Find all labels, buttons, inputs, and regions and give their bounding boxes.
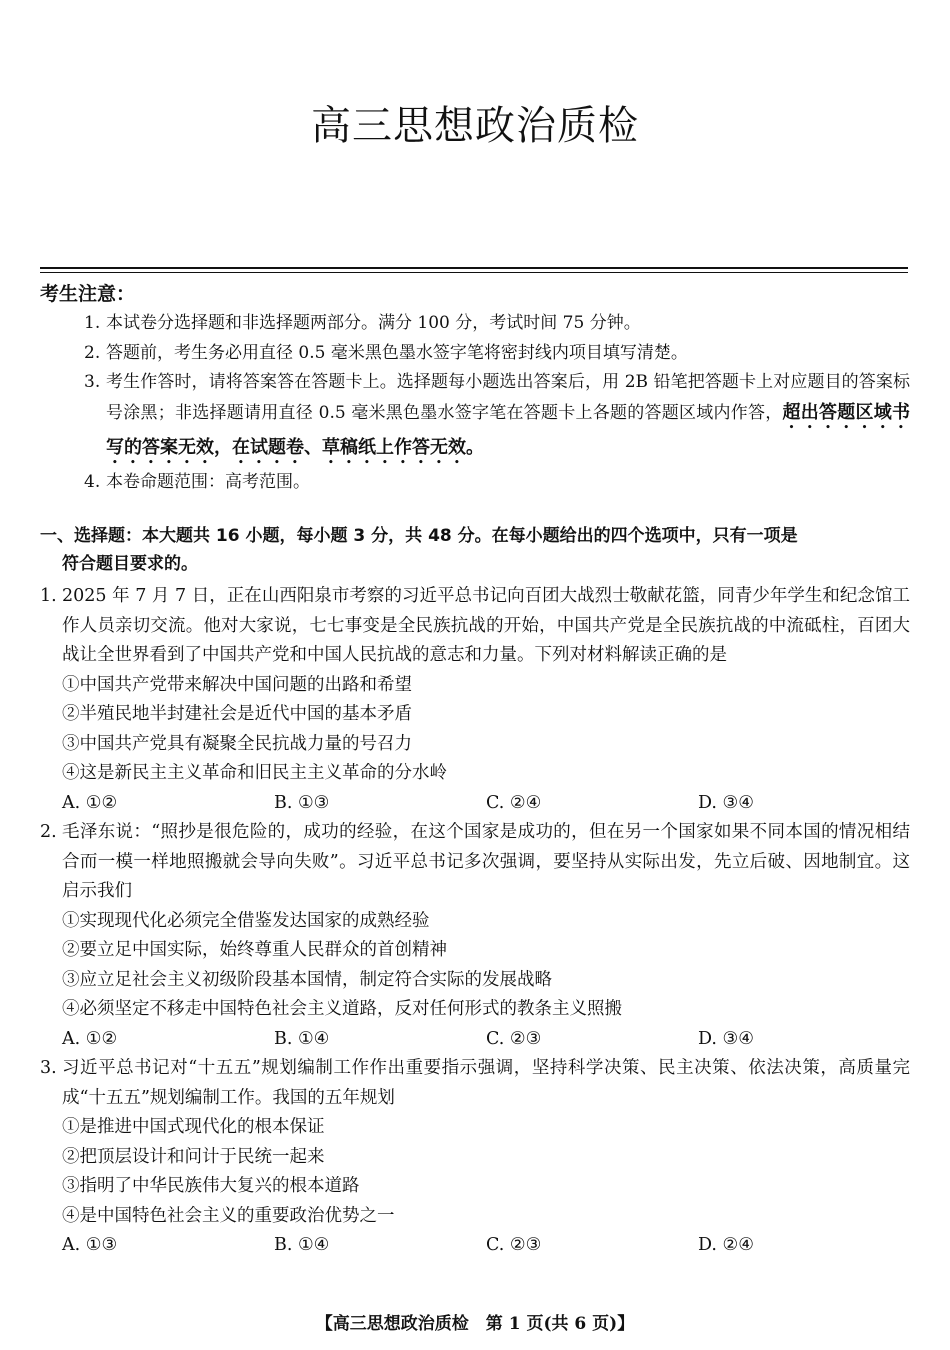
- question-option: ④必须坚定不移走中国特色社会主义道路，反对任何形式的教条主义照搬: [62, 999, 622, 1019]
- question-stem: 习近平总书记对“十五五”规划编制工作作出重要指示强调，坚持科学决策、民主决策、依法决策，高质量完成“十五五”规划编制工作。我国的五年规划: [62, 1058, 910, 1108]
- notice-item-text: 答题前，考生务必用直径 0.5 毫米黑色墨水签字笔将密封线内项目填写清楚。: [106, 342, 688, 363]
- section-heading: [40, 522, 910, 578]
- choice-b: B. ①④: [274, 1028, 330, 1049]
- choice-a: A. ①②: [62, 792, 118, 813]
- notice-list: [84, 309, 910, 497]
- choice-a: A. ①②: [62, 1028, 118, 1049]
- notice-emphasis-text: 超出答题区域书写的答案无效，在试题卷、草稿纸上作答无效。: [106, 401, 911, 458]
- choice-d: D. ③④: [698, 1028, 754, 1049]
- question-number: 2.: [40, 822, 57, 842]
- question-list: [40, 582, 910, 1261]
- question-number: 1.: [40, 586, 57, 606]
- question-number: 3.: [40, 1058, 57, 1078]
- question-2: [40, 818, 910, 1054]
- notice-heading: 考生注意：: [40, 283, 136, 305]
- header-rule-thick: [40, 267, 908, 269]
- question-option: ③指明了中华民族伟大复兴的根本道路: [62, 1176, 360, 1196]
- notice-item-text: 本卷命题范围：高考范围。: [106, 471, 310, 492]
- question-option: ①是推进中国式现代化的根本保证: [62, 1117, 325, 1137]
- section-instructions-cont: 符合题目要求的。: [62, 554, 198, 574]
- question-1: [40, 582, 910, 818]
- answer-choices: [40, 789, 910, 819]
- question-option: ③应立足社会主义初级阶段基本国情，制定符合实际的发展战略: [62, 969, 552, 990]
- notice-item: [84, 339, 910, 369]
- notice-item-text: 本试卷分选择题和非选择题两部分。满分 100 分，考试时间 75 分钟。: [106, 313, 641, 333]
- page-footer: 【高三思想政治质检 第 1 页(共 6 页)】: [315, 1314, 635, 1334]
- notice-item: [84, 309, 910, 339]
- section-instructions: 选择题：本大题共 16 小题，每小题 3 分，共 48 分。在每小题给出的四个选项中，只有一项是: [74, 526, 798, 546]
- question-option: ④是中国特色社会主义的重要政治优势之一: [62, 1205, 395, 1226]
- choice-c: C. ②③: [486, 1235, 542, 1255]
- question-stem: 毛泽东说：“照抄是很危险的，成功的经验，在这个国家是成功的，但在另一个国家如果不同本国的情况相结合而一模一样地照搬就会导向失败”。习近平总书记多次强调，要坚持从实际出发，先立后破、因地制宜。这启示我们: [62, 822, 910, 901]
- notice-item-text: 考生作答时，请将答案答在答题卡上。选择题每小题选出答案后，用 2B 铅笔把答题卡上对应题目的答案标号涂黑；非选择题请用直径 0.5 毫米黑色墨水签字笔在答题卡上各题的答题区域内作答，: [106, 372, 910, 423]
- notice-item-number: 3.: [84, 372, 101, 392]
- notice-item: [84, 468, 910, 498]
- question-option: ④这是新民主主义革命和旧民主主义革命的分水岭: [62, 763, 447, 783]
- question-option: ①中国共产党带来解决中国问题的出路和希望: [62, 674, 412, 695]
- choice-b: B. ①③: [274, 792, 330, 813]
- notice-item-number: 2.: [84, 342, 101, 363]
- question-option: ③中国共产党具有凝聚全民抗战力量的号召力: [62, 733, 412, 754]
- notice-item-number: 1.: [84, 313, 101, 333]
- notice-item: [84, 368, 910, 468]
- question-stem: 2025 年 7 月 7 日，正在山西阳泉市考察的习近平总书记向百团大战烈士敬献花篮，同青少年学生和纪念馆工作人员亲切交流。他对大家说，七七事变是全民族抗战的开始，中国共产党是全民族抗战的中流砥柱，百团大战让全世界看到了中国共产党和中国人民抗战的意志和力量。下列对材料解读正确的是: [62, 586, 910, 665]
- notice-item-number: 4.: [84, 471, 101, 492]
- choice-d: D. ③④: [698, 792, 754, 813]
- question-option: ②要立足中国实际，始终尊重人民群众的首创精神: [62, 940, 447, 960]
- choice-c: C. ②④: [486, 792, 542, 813]
- question-option: ②半殖民地半封建社会是近代中国的基本矛盾: [62, 704, 412, 724]
- choice-d: D. ②④: [698, 1235, 754, 1255]
- notice-item-text-with-emphasis: [106, 368, 910, 468]
- answer-choices: [40, 1025, 910, 1055]
- page-title: 高三思想政治质检: [311, 103, 639, 149]
- header-rule-thin: [40, 272, 908, 273]
- answer-choices: [40, 1231, 910, 1261]
- section-number: 一、: [40, 526, 74, 546]
- question-option: ①实现现代化必须完全借鉴发达国家的成熟经验: [62, 910, 430, 931]
- question-3: [40, 1054, 910, 1261]
- choice-c: C. ②③: [486, 1028, 542, 1049]
- question-option: ②把顶层设计和问计于民统一起来: [62, 1146, 325, 1167]
- choice-a: A. ①③: [62, 1235, 118, 1255]
- choice-b: B. ①④: [274, 1235, 330, 1255]
